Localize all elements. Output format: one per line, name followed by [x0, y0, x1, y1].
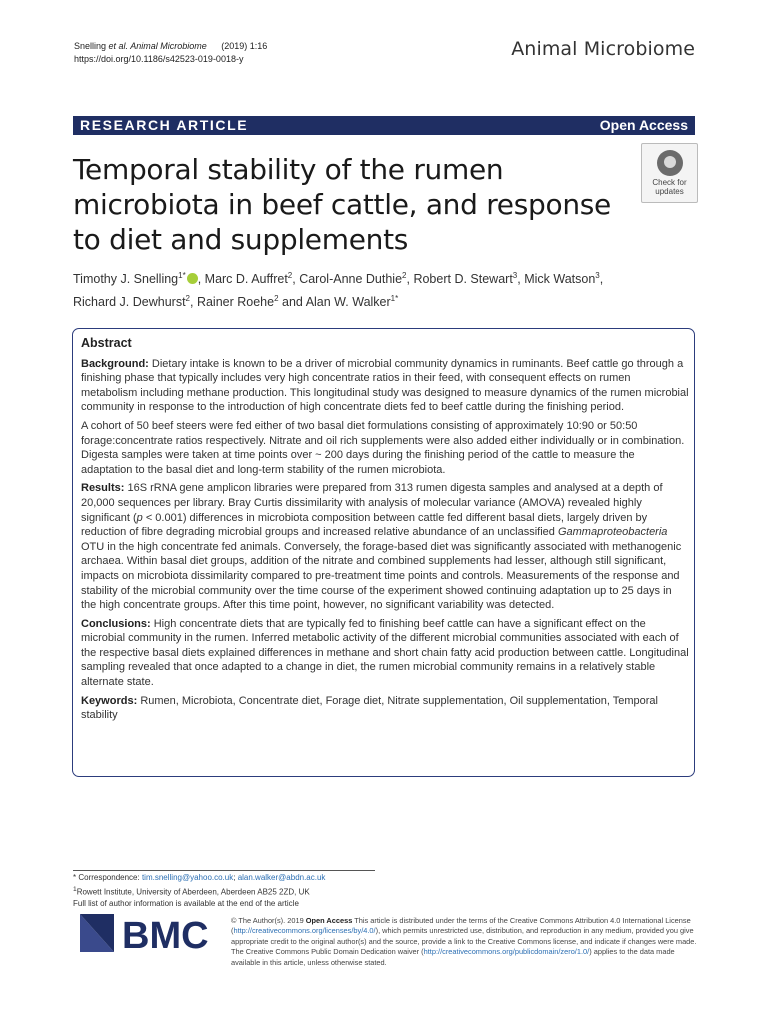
author-info-note: Full list of author information is available at the end of the article	[73, 898, 299, 908]
license-open-access: Open Access	[305, 916, 353, 925]
article-title: Temporal stability of the rumen microbiota in beef cattle, and response to diet and supplements	[73, 153, 611, 256]
citation-year: (2019) 1:16	[221, 41, 268, 51]
author-list: Timothy J. Snelling$^{1*}$ , Marc D. Auffret$^2$, Carol-Anne Duthie$^2$, Robert D. Stewart$^3$, Mick Watson$^3$, Richard J. Dewhurst$^2$, Rainer Roehe$^2$ and Alan W. Walker$^{1*}$	[73, 271, 604, 310]
author-affiliation: 2	[185, 294, 190, 304]
background-label: Background:	[81, 357, 149, 370]
footnote-divider	[73, 870, 375, 871]
author-name[interactable]: Robert D. Stewart	[413, 272, 513, 287]
license-statement	[231, 916, 701, 968]
results-p-value: p	[136, 511, 143, 524]
bmc-logo[interactable]	[78, 912, 218, 954]
author-affiliation: 2	[274, 294, 279, 304]
keywords-label: Keywords:	[81, 694, 138, 707]
author-name[interactable]: Carol-Anne Duthie	[299, 272, 403, 287]
author-name[interactable]: Mick Watson	[524, 272, 596, 287]
results-text-a: 16S rRNA gene amplicon libraries were prepared from 313 rumen digesta samples and analysed at a depth of 20,000 sequences per library. Bray Curtis dissimilarity with analysis of molecular variance (AMOVA) revealed highly significant (	[81, 482, 663, 524]
author-name[interactable]: Rainer Roehe	[196, 295, 275, 310]
abstract-background	[81, 357, 689, 415]
check-for-updates-line1: Check for	[652, 178, 687, 187]
results-genus: Gammaproteobacteria	[557, 526, 668, 539]
license-text-3: ) applies to the data made available in this article, unless otherwise stated.	[231, 947, 675, 967]
journal-name: Animal Microbiome	[511, 38, 695, 60]
open-access-label: Open Access	[599, 117, 688, 133]
email-link[interactable]: tim.snelling@yahoo.co.uk	[141, 873, 234, 882]
affiliation-number: 1	[73, 885, 77, 893]
author-affiliation: 3	[512, 271, 518, 280]
results-text-b: < 0.001) differences in microbiota composition between cattle fed different basal diets, largely driven by reduction of fibre degrading microbial groups and increased relative abundance of an unclassified	[81, 511, 648, 539]
author-name[interactable]: Timothy J. Snelling	[73, 272, 179, 287]
check-for-updates-button[interactable]	[641, 143, 698, 203]
citation-journal: et al. Animal Microbiome	[108, 41, 207, 51]
bmc-logo-icon	[78, 912, 218, 954]
abstract-results	[81, 481, 689, 612]
license-link[interactable]: http://creativecommons.org/publicdomain/zero/1.0/	[423, 947, 590, 957]
bmc-logo-text: BMC	[122, 915, 209, 954]
license-link[interactable]: http://creativecommons.org/licenses/by/4.0/	[233, 926, 376, 936]
abstract-background-2: A cohort of 50 beef steers were fed either of two basal diet formulations consisting of approximately 10:90 or 50:50 forage:concentrate ratios respectively. Nitrate and oil rich supplements were also added either individually or in combination. Digesta samples were taken at time points over ~ 200 days during the finishing period of the cattle to measure the adaptation to the basal diet and long-term stability of the rumen microbiota.	[81, 419, 685, 476]
license-text-1: This article is distributed under the terms of the Creative Commons Attribution 4.0 International License (	[231, 916, 691, 936]
orcid-icon[interactable]	[187, 273, 198, 284]
author-affiliation: 2	[287, 271, 293, 280]
check-for-updates-line2: updates	[655, 187, 684, 196]
footnotes	[73, 872, 325, 909]
affiliation-text: Rowett Institute, University of Aberdeen, Aberdeen AB25 2ZD, UK	[76, 887, 310, 897]
author-affiliation: 2	[402, 271, 407, 280]
results-label: Results:	[81, 482, 125, 495]
abstract-conclusions	[81, 617, 689, 690]
author-affiliation: 1*	[390, 294, 399, 304]
conclusions-text: High concentrate diets that are typically fed to finishing beef cattle can have a significant effect on the microbial community in the rumen. Inferred metabolic activity of the different microbial communities associated with each of the respective basal diets explained differences in methane and short chain fatty acid production between cattle. Longitudinal sampling revealed that once adapted to a change in diet, the rumen microbial community remains in a relatively stable alternate state.	[81, 617, 689, 689]
author-name[interactable]: Marc D. Auffret	[204, 272, 288, 287]
abstract-keywords	[81, 694, 689, 723]
license-text-2: ), which permits unrestricted use, distribution, and reproduction in any medium, provided you give appropriate credit to the original author(s) and the source, provide a link to the Creative Commons license, and indicate if changes were made. The Creative Commons Public Domain Dedication waiver (	[231, 926, 697, 957]
check-for-updates-icon	[657, 150, 683, 176]
article-type-label: RESEARCH ARTICLE	[80, 117, 249, 133]
author-name[interactable]: Richard J. Dewhurst	[73, 295, 186, 310]
doi-link[interactable]: https://doi.org/10.1186/s42523-019-0018-y	[74, 54, 244, 64]
author-affiliation: 3	[595, 271, 600, 280]
email-link[interactable]: alan.walker@abdn.ac.uk	[237, 873, 326, 882]
abstract-heading: Abstract	[81, 336, 132, 350]
background-text-1: Dietary intake is known to be a driver of microbial community dynamics in ruminants. Beef cattle go through a finishing phase that typically includes very high concentrate ratios in their feed, with consequent effects on rumen metabolism including methane production. This longitudinal study was designed to measure dynamics of the rumen microbial community in response to the introduction of high concentrate diets fed to beef cattle during the finishing period.	[81, 357, 689, 414]
author-name[interactable]: Alan W. Walker	[305, 295, 391, 310]
citation	[74, 40, 267, 66]
license-prefix: © The Author(s). 2019	[231, 916, 304, 925]
results-text-c: OTU in the high concentrate fed animals. Conversely, the forage-based diet was significantly associated with methanogenic archaea. Within basal diet groups, addition of the nitrate and combined supplements had lesser, although still significant, impacts on microbiota dissimilarity compared to pre-treatment time points and controls. Measurements of the response and stability of the microbial community over the time course of the experiment showed continuing adaptation up to 25 days in the high concentrate groups. After this time point, however, no significant variability was detected.	[81, 540, 682, 612]
correspondence-label: * Correspondence:	[73, 873, 140, 882]
keywords-text: Rumen, Microbiota, Concentrate diet, Forage diet, Nitrate supplementation, Oil supplementation, Temporal stability	[81, 694, 658, 722]
author-joiner: and	[282, 295, 303, 310]
abstract	[81, 336, 689, 727]
conclusions-label: Conclusions:	[81, 617, 151, 630]
author-affiliation: 1*	[178, 271, 186, 280]
email-separator: ;	[233, 873, 236, 882]
citation-authors: Snelling	[74, 41, 107, 51]
